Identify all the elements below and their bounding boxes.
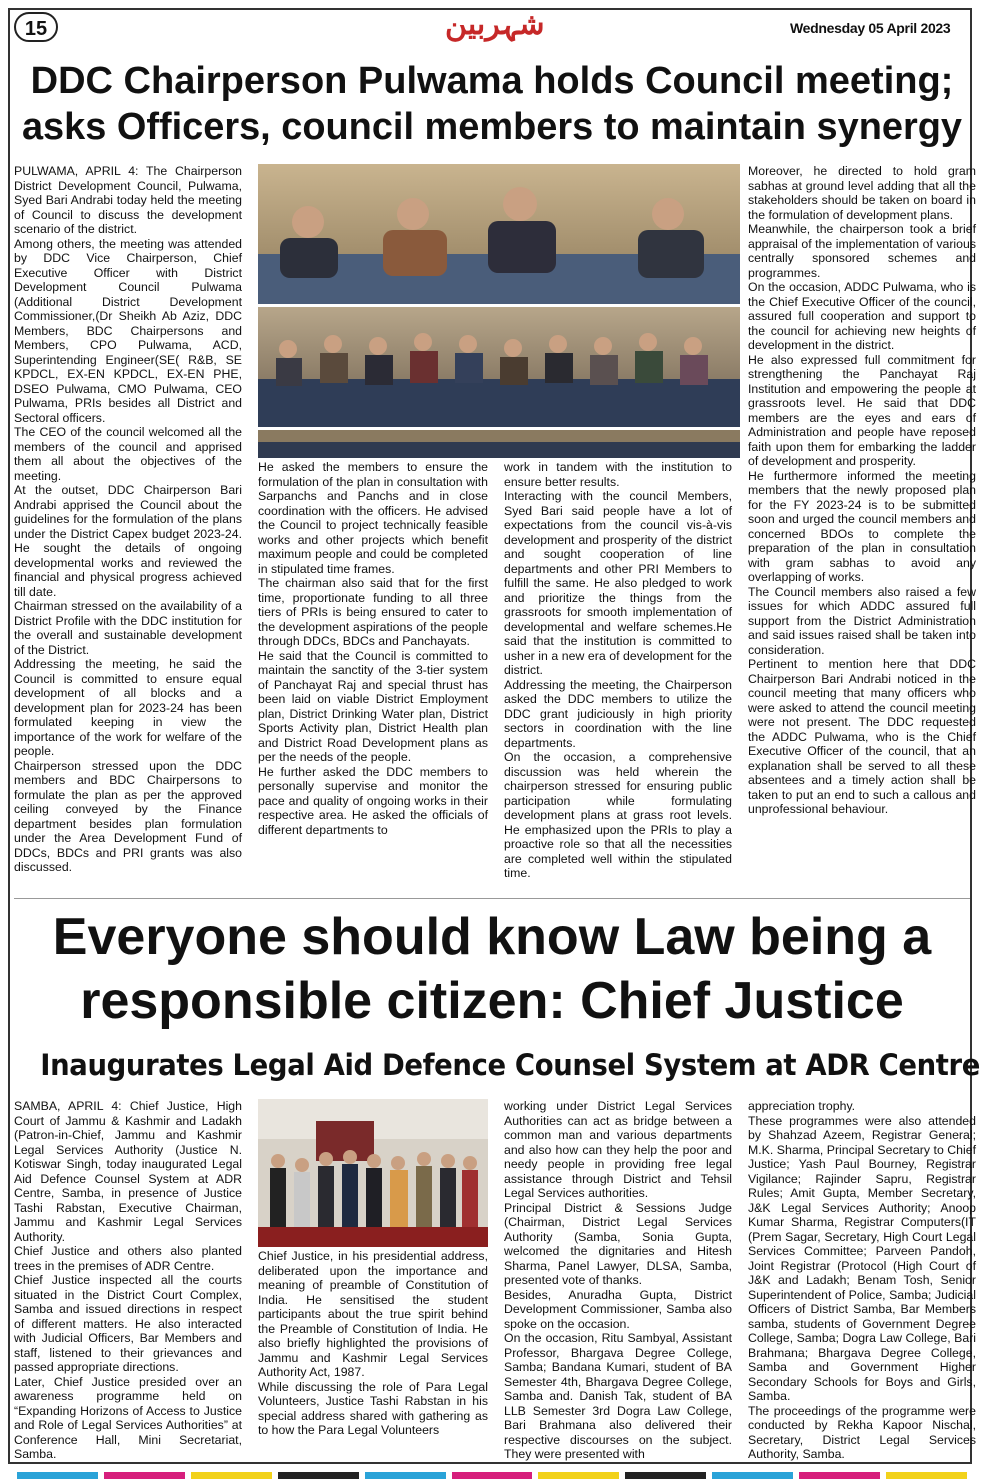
paragraph: He said that the Council is committed to maintain the sanctity of the 3-tier system of Panchayat Raj and special thrust has been laid on viable District Employment plan, District Drinking Water plan, District Sports Activity plan, District Health plan and District Road Development plans as per the needs of the people.: [258, 648, 488, 764]
footer-strip: [799, 1472, 880, 1479]
page-number: 15: [14, 12, 58, 42]
paragraph: Chief Justice, in his presidential address, deliberated upon the importance and meaning of preamble of Constitution of India. He sensitised the student participants about the true spirit behind the Preamble of Constitution of India. He also briefly highlighted the provisions of Jammu and Kashmir Legal Services Authority Act, 1987.: [258, 1249, 488, 1379]
paragraph: Pertinent to mention here that DDC Chairperson Bari Andrabi noticed in the council meeting that many officers who were asked to attend the council meeting were not present. The DDC requested the ADDC Pulwama, who is the Chief Executive Officer of the council, that an explanation shall be served to all these absentees and a timely action shall be taken to put an end to such a callous and unprofessional behaviour.: [748, 657, 976, 816]
paragraph: On the occasion, a comprehensive discussion was held wherein the chairperson stressed for ensuring public participation while formulating development plans at grass root levels. He emphasized upon the PRIs to play a proactive role so that all the necessities are completed well within the stipulated time.: [504, 750, 732, 880]
article2-headline: [14, 905, 970, 1033]
footer-strip: [17, 1472, 98, 1479]
paragraph: He furthermore informed the meeting members that the newly proposed plan for the FY 2023-24 is to be submitted soon and urged the council members and concerned BDOs to complete the preparation of the plan in consultation with gram sabhas to avoid any overlapping of works.: [748, 468, 976, 584]
paragraph: Chief Justice inspected all the courts situated in the District Court Complex, Samba and issued directions in respect of different matters. He also interacted with Judicial Officers, Bar Members and staff, listened to their grievances and passed appropriate directions.: [14, 1273, 242, 1374]
article2-subheadline: Inaugurates Legal Aid Defence Counsel System at ADR Centre: [40, 1048, 980, 1082]
article2-column-1: [14, 1099, 242, 1462]
paragraph: working under District Legal Services Authorities can act as bridge between a common man and various departments and also how can they help the poor and needy people in providing free legal assistance through District and Tehsil Legal Services authorities.: [504, 1099, 732, 1200]
inauguration-photo-image: [258, 1099, 488, 1247]
article1-headline-line2: asks Officers, council members to maintain synergy: [21, 106, 963, 148]
paragraph: Addressing the meeting, he said the Council is committed to ensure equal development of all blocks and a development plan for 2023-24 has been formulated keeping in view the importance of the work for welfare of the people.: [14, 657, 242, 758]
masthead-logo: [445, 7, 545, 52]
paragraph: Interacting with the council Members, Syed Bari said people have a lot of expectations from the council vis-à-vis development and prosperity of the district and sought cooperation of line departments and other PRI Members to fulfill the same. He also pledged to work and prioritize the things from the grassroots for smooth implementation of developmental and welfare schemes.He said that the institution is committed to usher in a new era of development for the district.: [504, 489, 732, 677]
paragraph: On the occasion, ADDC Pulwama, who is the Chief Executive Officer of the council, assured full cooperation and support to the council for achieving new heights of development in the district.: [748, 280, 976, 352]
paragraph: He further asked the DDC members to personally supervise and monitor the pace and quality of ongoing works in their respective area. He asked the officials of different departments to: [258, 764, 488, 837]
article2-column-3: [504, 1099, 732, 1462]
paragraph: The Council members also raised a few issues for which ADDC assured full support from the District Administration and said issues raised shall be taken into consideration.: [748, 584, 976, 657]
footer-strip: [365, 1472, 446, 1479]
article2-headline-line2: responsible citizen: Chief Justice: [80, 972, 904, 1030]
footer-strip: [712, 1472, 793, 1479]
paragraph: These programmes were also attended by Shahzad Azeem, Registrar General; M.K. Sharma, Principal Secretary to Chief Justice; Yash Paul Bourney, Registrar Vigilance; Rajinder Sapru, Registrar Rules; Amit Gupta, Member Secretary, J&K Legal Services Authority; Anoop Kumar Sharma, Registrar Computers(IT (Prem Sagar, Secretary, High Court Legal Services Committee; Parveen Pandoh, Joint Registrar (Protocol (High Court of J&K and Ladakh; Benam Tosh, Senior Superintendent of Police, Samba; Judicial Officers of District Samba, Bar Members samba, students of Government Degree College, Samba; Dogra Law College, Bari Brahmana; Bhargava Degree College, Samba and Government Higher Secondary Schools for Boys and Girls, Samba.: [748, 1113, 976, 1403]
paragraph: The CEO of the council welcomed all the members of the council and apprised them all about the objectives of the meeting.: [14, 425, 242, 483]
paragraph: Addressing the meeting, the Chairperson asked the DDC members to utilize the DDC grant judiciously in high priority sectors in coordination with the line departments.: [504, 677, 732, 750]
article1-column-2: [258, 460, 488, 837]
article1-column-3: [504, 460, 732, 881]
paragraph: Chairperson stressed upon the DDC members and BDC Chairpersons to formulate the plan as per the approved ceiling conveyed by the Finance department besides plan formulation under the Area Development Fund of DDCs, BDCs and PRI grants was also discussed.: [14, 758, 242, 874]
article2-column-4: [748, 1099, 976, 1462]
article1-photo-meeting: [258, 164, 740, 458]
paragraph: Moreover, he directed to hold gram sabhas at ground level adding that all the stakeholders should be taken on board in the formulation of development plans.: [748, 164, 976, 222]
article1-column-4: [748, 164, 976, 817]
footer-strip: [625, 1472, 706, 1479]
paragraph: He also expressed full commitment for strengthening the Panchayat Raj Institution and empowering the people at grassroots level. He said that DDC members are the eyes and ears of Administration and people have reposed faith upon them for embarking the ladder of development and prosperity.: [748, 352, 976, 468]
paragraph: work in tandem with the institution to ensure better results.: [504, 460, 732, 489]
footer-strip: [538, 1472, 619, 1479]
footer-strip: [886, 1472, 967, 1479]
paragraph: Chief Justice and others also planted trees in the premises of ADR Centre.: [14, 1244, 242, 1273]
paragraph: SAMBA, APRIL 4: Chief Justice, High Court of Jammu & Kashmir and Ladakh (Patron-in-Chief, Jammu and Kashmir Legal Services Authority (Justice N. Kotiswar Singh, today inaugurated Legal Aid Defence Counsel System at ADR Centre, Samba, in presence of Justice Tashi Rabstan, Executive Chairman, Jammu and Kashmir Legal Services Authority.: [14, 1099, 242, 1244]
paragraph: Meanwhile, the chairperson took a brief appraisal of the implementation of various centrally sponsored schemes and programmes.: [748, 222, 976, 280]
paragraph: Principal District & Sessions Judge (Chairman, District Legal Services Authority (Samba, Sonia Gupta, welcomed the dignitaries and Hitesh Sharma, Panel Lawyer, DLSA, Samba, presented vote of thanks.: [504, 1200, 732, 1287]
footer-strip: [191, 1472, 272, 1479]
paragraph: At the outset, DDC Chairperson Bari Andrabi apprised the Council about the guidelines for the formulation of the plans under the District Capex budget 2023-24. He sought the details of ongoing developmental works and reviewed the financial and physical progress achieved till date.: [14, 483, 242, 599]
section-divider: [14, 898, 970, 899]
paragraph: appreciation trophy.: [748, 1099, 856, 1113]
article1-column-1: [14, 164, 242, 875]
meeting-photo-image: [258, 164, 740, 458]
issue-date: Wednesday 05 April 2023: [790, 20, 951, 36]
paragraph: The chairman also said that for the first time, proportionate funding to all three tiers of PRIs is being ensured to cater to the development aspirations of the people through DDCs, BDCs and Panchayats.: [258, 576, 488, 648]
footer-strip: [104, 1472, 185, 1479]
paragraph: The proceedings of the programme were conducted by Rekha Kapoor Nischal, Secretary, District Legal Services Authority, Samba.: [748, 1403, 976, 1461]
article2-column-2: [258, 1249, 488, 1438]
footer-strip: [278, 1472, 359, 1479]
masthead-title: شہربین: [445, 7, 545, 42]
paragraph: Besides, Anuradha Gupta, District Development Commissioner, Samba also spoke on the occasion.: [504, 1287, 732, 1331]
article2-photo-inauguration: [258, 1099, 488, 1247]
article1-headline-line1: DDC Chairperson Pulwama holds Council meeting;: [30, 60, 954, 102]
paragraph: Among others, the meeting was attended by DDC Vice Chairperson, Chief Executive Officer with District Development Council Pulwama (Additional District Development Commissioner,(Dr Sheikh Ab Aziz, DDC Members, BDC Chairpersons and Members, CPO Pulwama, ACD, Superintending Engineer(SE( R&B, SE KPDCL, EX-EN KPDCL, EX-EN PHE, DSEO Pulwama, CMO Pulwama, CEO Pulwama, PRIs besides all District and Sectoral officers.: [14, 236, 242, 425]
paragraph: Chairman stressed on the availability of a District Profile with the DDC institution for the overall and sustainable development of the District.: [14, 599, 242, 657]
paragraph: Later, Chief Justice presided over an awareness programme held on “Expanding Horizons of Access to Justice and Role of Legal Services Authorities” at Conference Hall, Mini Secretariat, Samba.: [14, 1374, 242, 1461]
footer-strip: [452, 1472, 533, 1479]
article1-headline: [14, 58, 970, 150]
paragraph: On the occasion, Ritu Sambyal, Assistant Professor, Bhargava Degree College, Samba; Bandana Kumari, student of BA Semester 4th, Bhargava Degree College, Samba and. Danish Tak, student of BA LLB Semester 3rd Dogra Law College, Bari Brahmana also delivered their respective discourses on the subject. They were presented with: [504, 1331, 732, 1461]
article2-headline-line1: Everyone should know Law being a: [52, 908, 932, 966]
paragraph: He asked the members to ensure the formulation of the plan in consultation with Sarpanchs and Panchs and in close coordination with the officers. He advised the Council to project technically feasible works and other projects which benefit maximum people and could be completed in stipulated time frames.: [258, 460, 488, 576]
paragraph: While discussing the role of Para Legal Volunteers, Justice Tashi Rabstan in his special address shared with gathering as to how the Para Legal Volunteers: [258, 1379, 488, 1437]
paragraph: PULWAMA, APRIL 4: The Chairperson District Development Council, Pulwama, Syed Bari Andrabi today held the meeting of Council to discuss the development scenario of the district.: [14, 164, 242, 236]
